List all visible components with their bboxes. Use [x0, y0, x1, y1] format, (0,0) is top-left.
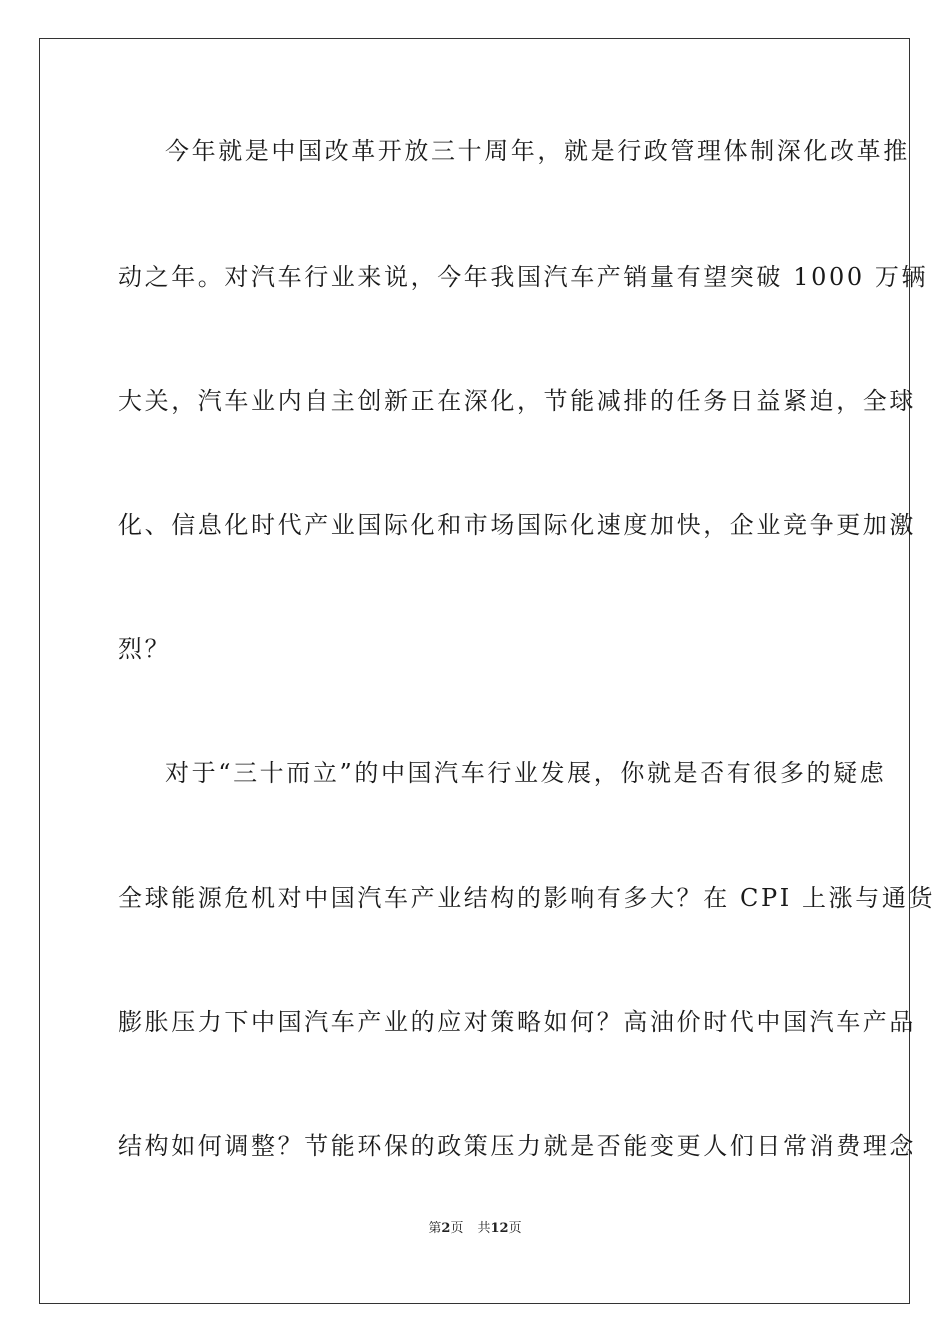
page-border: [39, 38, 936, 1304]
page-footer: [0, 1220, 950, 1238]
total-prefix: 共: [477, 1221, 491, 1236]
page-suffix: 页: [450, 1221, 464, 1236]
paragraph-1-line-5: 烈？: [118, 635, 172, 663]
total-pages: 12: [490, 1221, 509, 1236]
paragraph-1-line-3: 大关，汽车业内自主创新正在深化，节能减排的任务日益紧迫，全球: [118, 387, 916, 415]
total-suffix: 页: [508, 1221, 522, 1236]
paragraph-2-line-1: 对于“三十而立”的中国汽车行业发展，你就是否有很多的疑虑: [165, 759, 887, 787]
paragraph-2-line-3: 膨胀压力下中国汽车产业的应对策略如何？高油价时代中国汽车产品: [118, 1008, 916, 1036]
paragraph-2-line-2: 全球能源危机对中国汽车产业结构的影响有多大？在 CPI 上涨与通货: [118, 884, 936, 912]
paragraph-1-line-1: 今年就是中国改革开放三十周年，就是行政管理体制深化改革推: [165, 137, 910, 165]
paragraph-1-line-2: 动之年。对汽车行业来说，今年我国汽车产销量有望突破 1000 万辆: [118, 263, 929, 291]
page-number: 2: [441, 1221, 451, 1236]
paragraph-1-line-4: 化、信息化时代产业国际化和市场国际化速度加快，企业竞争更加激: [118, 511, 916, 539]
page-prefix: 第: [428, 1221, 442, 1236]
paragraph-2-line-4: 结构如何调整？节能环保的政策压力就是否能变更人们日常消费理念: [118, 1132, 916, 1160]
